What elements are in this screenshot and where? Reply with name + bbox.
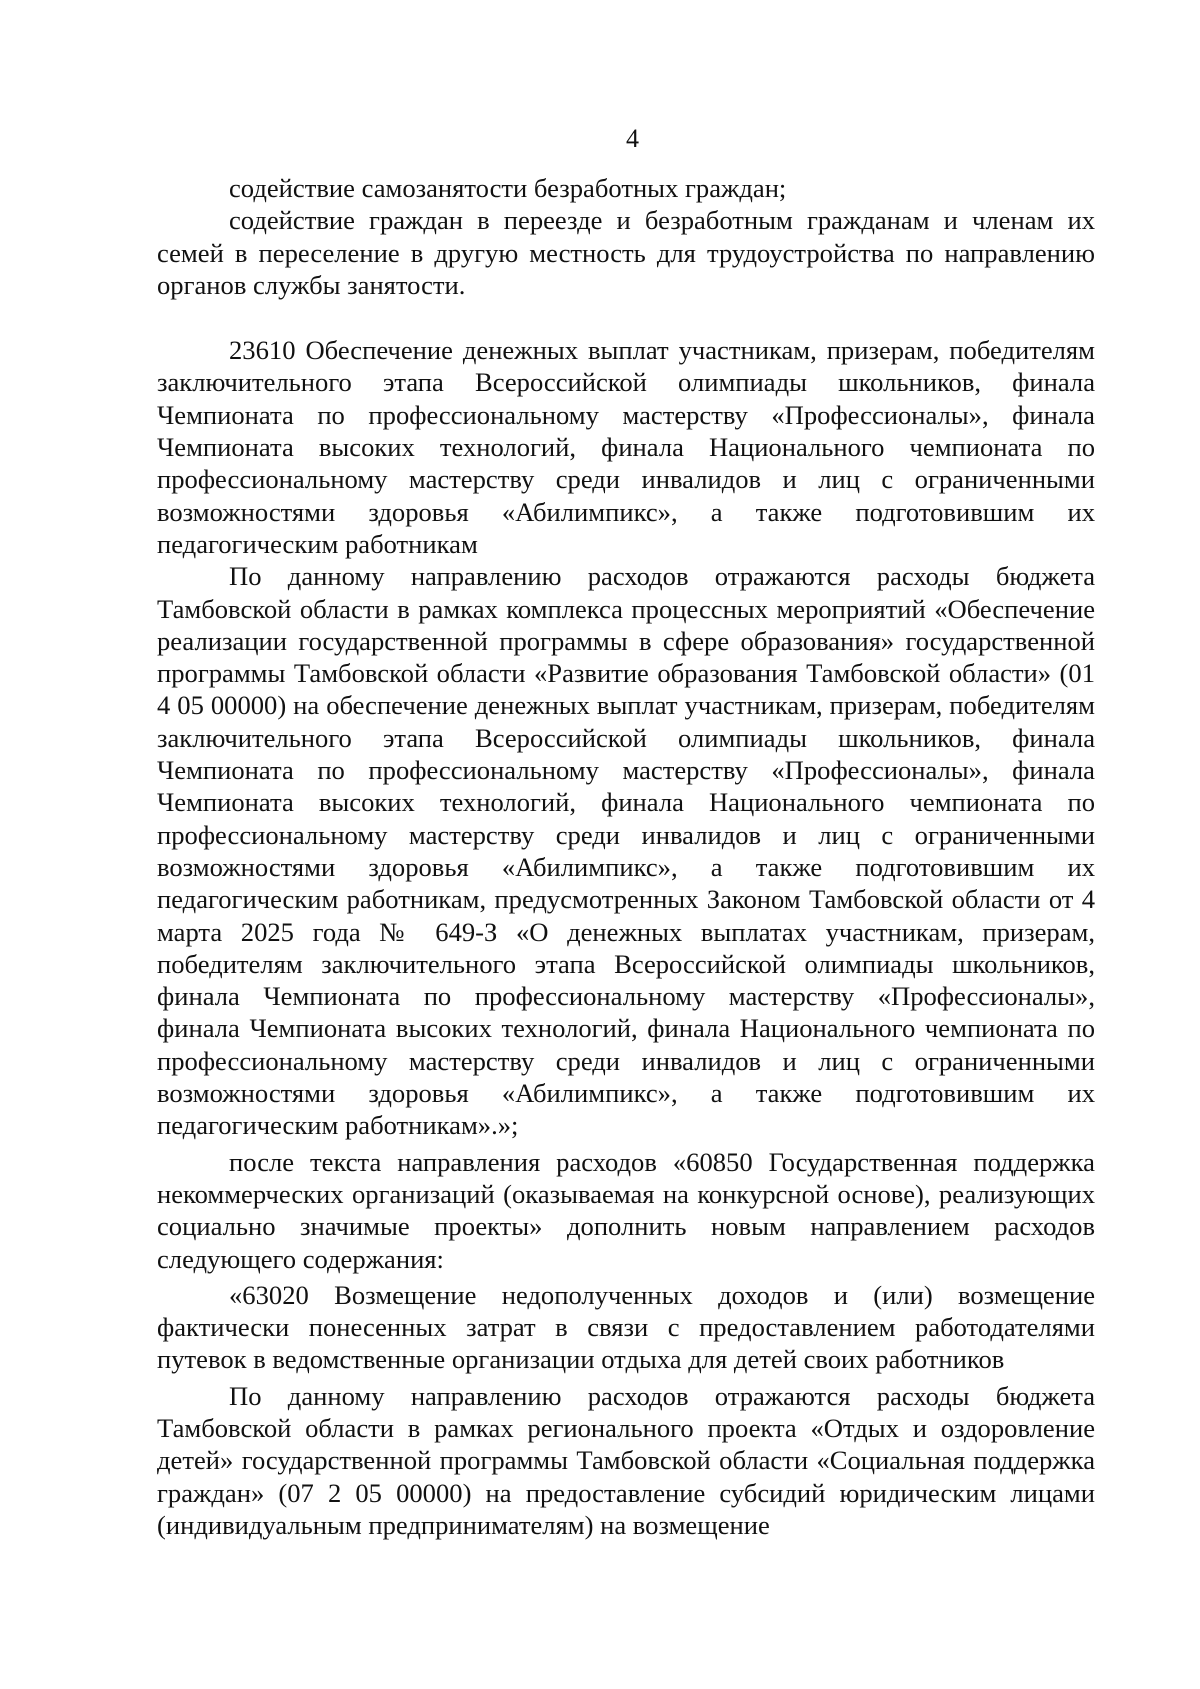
paragraph-23610-heading: 23610 Обеспечение денежных выплат участникам, призерам, победителям заключительного этапа Всероссийской олимпиады школьников, финала Чемпионата по профессиональному мастерству «Профессионалы», финала Чемпионата высоких технологий, финала Национального чемпионата по профессиональному мастерству среди инвалидов и лиц с ограниченными возможностями здоровья «Абилимпикс», а также подготовившим их педагогическим работникам xyxy=(157,335,1095,559)
spacer xyxy=(157,301,1095,334)
paragraph-self-employment: содействие самозанятости безработных граждан; xyxy=(229,173,787,203)
paragraph-relocation: содействие граждан в переезде и безработным гражданам и членам их семей в переселение в другую местность для трудоустройства по направлению органов службы занятости. xyxy=(157,205,1095,300)
page-number: 4 xyxy=(626,124,639,153)
paragraph-23610-description: По данному направлению расходов отражаются расходы бюджета Тамбовской области в рамках комплекса процессных мероприятий «Обеспечение реализации государственной программы в сфере образования» государственной программы Тамбовской области «Развитие образования Тамбовской области» (01 4 05 00000) на обеспечение денежных выплат участникам, призерам, победителям заключительного этапа Всероссийской олимпиады школьников, финала Чемпионата по профессиональному мастерству «Профессионалы», финала Чемпионата высоких технологий, финала Национального чемпионата по профессиональному мастерству среди инвалидов и лиц с ограниченными возможностями здоровья «Абилимпикс», а также подготовившим их педагогическим работникам, предусмотренных Законом Тамбовской области от 4 марта 2025 года № 649-З «О денежных выплатах участникам, призерам, победителям заключительного этапа Всероссийской олимпиады школьников, финала Чемпионата по профессиональному мастерству «Профессионалы», финала Чемпионата высоких технологий, финала Национального чемпионата по профессиональному мастерству среди инвалидов и лиц с ограниченными возможностями здоровья «Абилимпикс», а также подготовившим их педагогическим работникам».»; xyxy=(157,561,1095,1141)
paragraph-63020-description: По данному направлению расходов отражаются расходы бюджета Тамбовской области в рамках регионального проекта «Отдых и оздоровление детей» государственной программы Тамбовской области «Социальная поддержка граждан» (07 2 05 00000) на предоставление субсидий юридическим лицами (индивидуальным предпринимателям) на возмещение xyxy=(157,1380,1095,1540)
document-body xyxy=(157,172,1095,1541)
paragraph-after-60850: после текста направления расходов «60850 Государственная поддержка некоммерческих организаций (оказываемая на конкурсной основе), реализующих социально значимые проекты» дополнить новым направлением расходов следующего содержания: xyxy=(157,1146,1095,1274)
paragraph-63020-heading: «63020 Возмещение недополученных доходов и (или) возмещение фактически понесенных затрат в связи с предоставлением работодателями путевок в ведомственные организации отдыха для детей своих работников xyxy=(157,1279,1095,1375)
